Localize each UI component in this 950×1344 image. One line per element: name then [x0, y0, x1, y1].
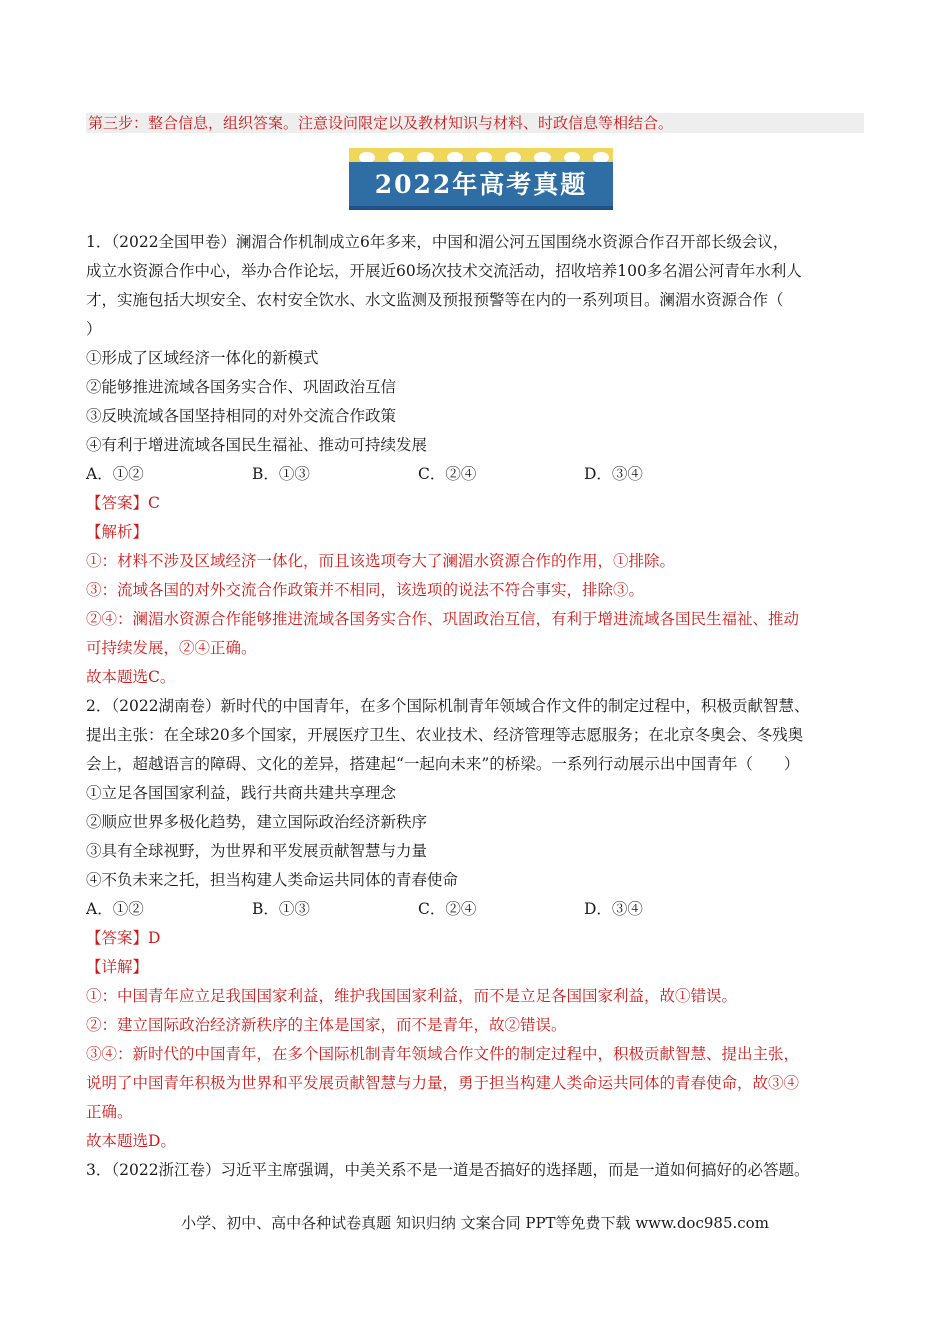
- option-a: A．①②: [86, 465, 144, 483]
- statement-item: ②能够推进流域各国务实合作、巩固政治互信: [86, 378, 397, 396]
- question-3: [86, 1156, 864, 1185]
- analysis-line: ①：材料不涉及区域经济一体化，而且该选项夸大了澜湄水资源合作的作用，①排除。: [86, 552, 676, 570]
- question-text-line: 会上，超越语言的障碍、文化的差异，搭建起“一起向未来”的桥梁。一系列行动展示出中国青年（ ）: [86, 755, 800, 773]
- option-b: B．①③: [252, 900, 310, 918]
- statement-item: ④有利于增进流域各国民生福祉、推动可持续发展: [86, 436, 428, 454]
- analysis-line: ②④：澜湄水资源合作能够推进流域各国务实合作、巩固政治互信，有利于增进流域各国民生福祉、推动: [86, 610, 800, 628]
- banner-title: 2022年高考真题: [374, 170, 588, 199]
- analysis-line: ②：建立国际政治经济新秩序的主体是国家，而不是青年，故②错误。: [86, 1016, 567, 1034]
- analysis-line: 可持续发展，②④正确。: [86, 639, 257, 657]
- answer-label: 【答案】C: [86, 494, 160, 512]
- analysis-label: 【解析】: [86, 523, 149, 541]
- question-text-line: ）: [86, 320, 102, 338]
- option-d: D．③④: [584, 465, 643, 483]
- question-text-line: 提出主张：在全球20多个国家，开展医疗卫生、农业技术、经济管理等志愿服务；在北京冬奥会、冬残奥: [86, 726, 804, 744]
- question-1: [86, 228, 864, 692]
- question-text-line: 1．（2022全国甲卷）澜湄合作机制成立6年多来，中国和湄公河五国围绕水资源合作召开部长级会议，: [86, 233, 789, 251]
- option-d: D．③④: [584, 900, 643, 918]
- statement-item: ③反映流域各国坚持相同的对外交流合作政策: [86, 407, 397, 425]
- statement-item: ④不负未来之托，担当构建人类命运共同体的青春使命: [86, 871, 459, 889]
- answer-label: 【答案】D: [86, 929, 161, 947]
- analysis-line: 正确。: [86, 1103, 133, 1121]
- question-text-line: 才，实施包括大坝安全、农村安全饮水、水文监测及预报预警等在内的一系列项目。澜湄水资源合作（: [86, 291, 784, 309]
- question-text-line: 成立水资源合作中心，举办合作论坛，开展近60场次技术交流活动，招收培养100多名湄公河青年水利人: [86, 262, 802, 280]
- step-three-note: 第三步：整合信息，组织答案。注意设问限定以及教材知识与材料、时政信息等相结合。: [86, 113, 864, 133]
- statement-item: ③具有全球视野，为世界和平发展贡献智慧与力量: [86, 842, 428, 860]
- analysis-label: 【详解】: [86, 958, 149, 976]
- analysis-line: ③：流域各国的对外交流合作政策并不相同，该选项的说法不符合事实，排除③。: [86, 581, 645, 599]
- question-2: [86, 692, 864, 1156]
- answer-options: [86, 895, 864, 924]
- analysis-conclusion: 故本题选C。: [86, 668, 176, 686]
- option-c: C．②④: [418, 465, 477, 483]
- option-b: B．①③: [252, 465, 310, 483]
- page-footer: 小学、初中、高中各种试卷真题 知识归纳 文案合同 PPT等免费下载 www.doc985.com: [181, 1214, 769, 1232]
- analysis-line: 说明了中国青年积极为世界和平发展贡献智慧与力量，勇于担当构建人类命运共同体的青春使命，故③④: [86, 1074, 800, 1092]
- analysis-conclusion: 故本题选D。: [86, 1132, 176, 1150]
- answer-options: [86, 460, 864, 489]
- questions-content: [86, 228, 864, 1185]
- option-a: A．①②: [86, 900, 144, 918]
- analysis-line: ③④：新时代的中国青年，在多个国际机制青年领域合作文件的制定过程中，积极贡献智慧、提出主张，: [86, 1045, 800, 1063]
- statement-item: ①形成了区域经济一体化的新模式: [86, 349, 319, 367]
- question-text-line: 2．（2022湖南卷）新时代的中国青年，在多个国际机制青年领域合作文件的制定过程中，积极贡献智慧、: [86, 697, 810, 715]
- question-text-line: 3．（2022浙江卷）习近平主席强调，中美关系不是一道是否搞好的选择题，而是一道如何搞好的必答题。: [86, 1161, 810, 1179]
- option-c: C．②④: [418, 900, 477, 918]
- statement-item: ①立足各国国家利益，践行共商共建共享理念: [86, 784, 397, 802]
- exam-banner: [349, 148, 613, 210]
- statement-item: ②顺应世界多极化趋势，建立国际政治经济新秩序: [86, 813, 428, 831]
- analysis-line: ①：中国青年应立足我国国家利益，维护我国国家利益，而不是立足各国国家利益，故①错误。: [86, 987, 738, 1005]
